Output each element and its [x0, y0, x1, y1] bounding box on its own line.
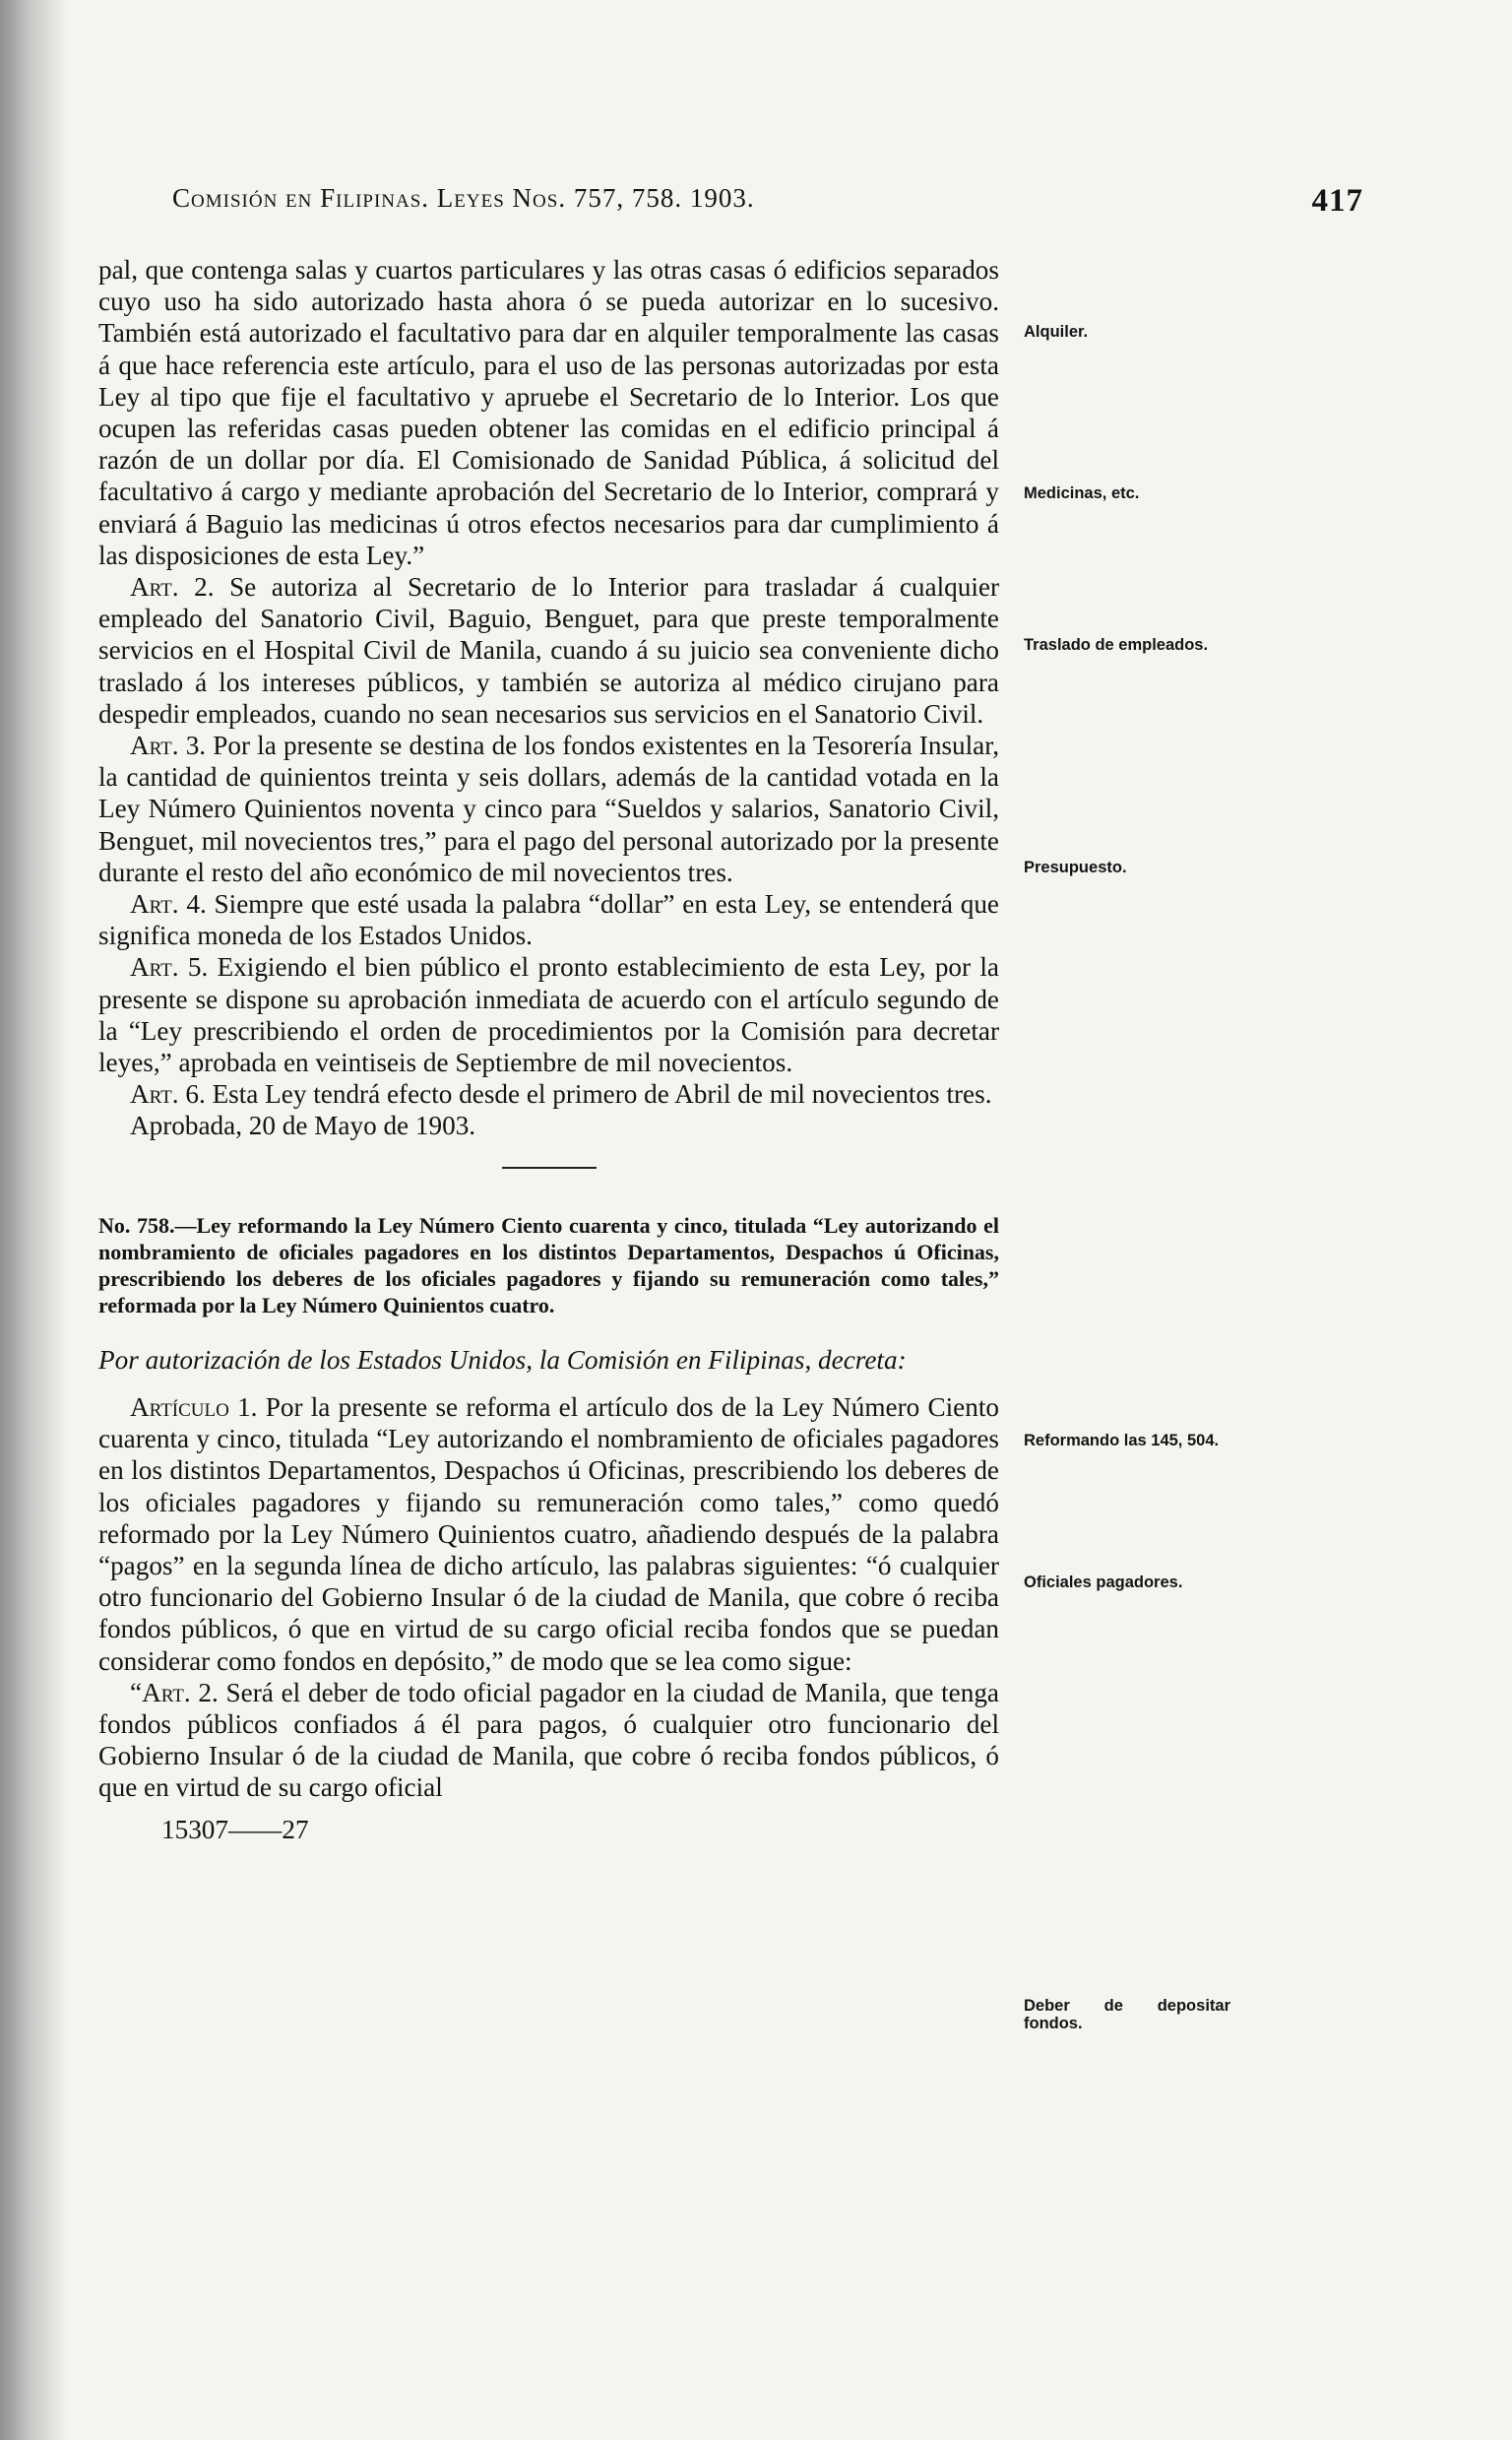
- margin-note-traslado: Traslado de empleados.: [1024, 636, 1209, 654]
- article-3-label: Art. 3.: [130, 731, 207, 761]
- quoted-article-2: [98, 1677, 999, 1804]
- article-4-text: Siempre que esté usada la palabra “dollar” en esta Ley, se entenderá que significa moneda de los Estados Unidos.: [98, 889, 999, 951]
- article-2-text: Se autoriza al Secretario de lo Interior para trasladar á cualquier empleado del Sanatorio Civil, Baguio, Benguet, para que preste temporalmente servicios en el Hospital Civil de Manila, cuando á su juicio sea conveniente dicho traslado á los intereses públicos, y también se autoriza al médico cirujano para despedir empleados, cuando no sean necesarios sus servicios en el Sanatorio Civil.: [98, 572, 999, 729]
- article-6-text: Esta Ley tendrá efecto desde el primero de Abril de mil novecientos tres.: [212, 1079, 992, 1110]
- quoted-article-2-text: Será el deber de todo oficial pagador en la ciudad de Manila, que tenga fondos públicos confiados á él para pagos, ó cualquier otro funcionario del Gobierno Insular ó de la ciudad de Manila, que cobre ó reciba fondos públicos, ó que en virtud de su cargo oficial: [98, 1677, 1000, 1803]
- article-3-text: Por la presente se destina de los fondos existentes en la Tesorería Insular, la cantidad de quinientos treinta y seis dollars, además de la cantidad votada en la Ley Número Quinientos noventa y cinco para “Sueldos y salarios, Sanatorio Civil, Benguet, mil novecientos tres,” para el pago del personal autorizado por la presente durante el resto del año económico de mil novecientos tres.: [98, 731, 1000, 887]
- article-5-label: Art. 5.: [130, 952, 209, 983]
- print-signature: 15307——27: [161, 1814, 309, 1844]
- law-title: No. 758.—Ley reformando la Ley Número Ciento cuarenta y cinco, titulada “Ley autorizando el nombramiento de oficiales pagadores en los distintos Departamentos, Despachos ú Oficinas, prescribiendo los deberes de los oficiales pagadores y fijando su remuneración como tales,” reformada por la Ley Número Quinientos cuatro.: [98, 1212, 999, 1317]
- article-5: [98, 951, 999, 1078]
- article-4: [98, 888, 999, 951]
- margin-note-deber: Deber de depositar fondos.: [1024, 1997, 1230, 2032]
- margin-note-medicinas: Medicinas, etc.: [1024, 484, 1140, 502]
- margin-note-alquiler: Alquiler.: [1024, 323, 1089, 341]
- enacting-clause: Por autorización de los Estados Unidos, la Comisión en Filipinas, decreta:: [98, 1344, 907, 1375]
- article-6: [98, 1078, 999, 1110]
- article-1-label: Artículo 1.: [130, 1391, 258, 1422]
- section-divider: [502, 1167, 597, 1169]
- margin-note-oficiales: Oficiales pagadores.: [1024, 1573, 1183, 1591]
- article-2-label: Art. 2.: [130, 572, 215, 603]
- article-5-text: Exigiendo el bien público el pronto establecimiento de esta Ley, por la presente se dispone su aprobación inmediata de acuerdo con el artículo segundo de la “Ley prescribiendo el orden de procedimientos por la Comisión para decretar leyes,” aprobada en veintiseis de Septiembre de mil novecientos.: [98, 952, 999, 1078]
- article-2: [98, 571, 999, 730]
- main-text: [98, 254, 999, 1845]
- page-number: 417: [1311, 183, 1363, 219]
- article-4-label: Art. 4.: [130, 889, 207, 920]
- article-1-text: Por la presente se reforma el artículo dos de la Ley Número Ciento cuarenta y cinco, titulada “Ley autorizando el nombramiento de oficiales pagadores en los distintos Departamentos, Despachos ú Oficinas, prescribiendo los deberes de los oficiales pagadores y fijando su remuneración como tales,” como quedó reformado por la Ley Número Quinientos cuatro, añadiendo después de la palabra “pagos” en la segunda línea de dicho artículo, las palabras siguientes: “ó cualquier otro funcionario del Gobierno Insular ó de la ciudad de Manila, que cobre ó reciba fondos públicos, ó que en virtud de su cargo oficial reciba fondos que se puedan considerar como fondos en depósito,” de modo que se lea como sigue:: [98, 1391, 999, 1676]
- margin-note-reformando: Reformando las 145, 504.: [1024, 1432, 1220, 1449]
- article-1: [98, 1391, 999, 1677]
- article-3: [98, 730, 999, 888]
- article-6-label: Art. 6.: [130, 1079, 206, 1110]
- scan-shadow: [0, 0, 69, 2440]
- quoted-article-2-label: “Art. 2.: [130, 1677, 219, 1707]
- approval-date: Aprobada, 20 de Mayo de 1903.: [130, 1111, 476, 1141]
- paragraph-continuation: pal, que contenga salas y cuartos particulares y las otras casas ó edificios separados cuyo uso ha sido autorizado hasta ahora ó se pueda autorizar en lo sucesivo. También está autorizado el facultativo para dar en alquiler temporalmente las casas á que hace referencia este artículo, para el uso de las personas autorizadas por esta Ley al tipo que fije el facultativo y apruebe el Secretario de lo Interior. Los que ocupen las referidas casas pueden obtener las comidas en el edificio principal á razón de un dollar por día. El Comisionado de Sanidad Pública, á solicitud del facultativo á cargo y mediante aprobación del Secretario de lo Interior, comprará y enviará á Baguio las medicinas ú otros efectos necesarios para dar cumplimiento á las disposiciones de esta Ley.”: [98, 255, 999, 570]
- running-title: Comisión en Filipinas. Leyes Nos. 757, 758. 1903.: [172, 183, 755, 213]
- margin-note-presupuesto: Presupuesto.: [1024, 859, 1127, 876]
- running-header: [172, 183, 1363, 223]
